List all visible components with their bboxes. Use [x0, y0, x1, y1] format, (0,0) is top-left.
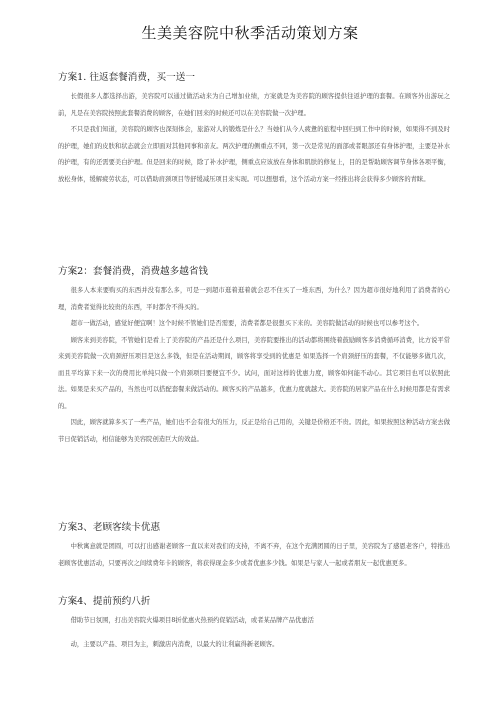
paragraph: 动，主要以产品、项目为主，刺激店内消费，以最大的让利赢得新老顾客。 [70, 640, 279, 648]
paragraph: 因此，顾客就算多买了一些产品，她们也不会有很大的压力，反正是给自己用的，关键是价格还不贵。因此，如果按照这种活动方案去做节日促销活动，相信能够为美容院创造巨大的效益。 [58, 419, 450, 443]
section-plan-2 [58, 265, 450, 448]
paragraph: 顾客来到美容院，不管她们是看上了美容院的产品还是什么项目，美容院要推出的活动都将围绕着鼓励顾客多消费循环消费，比方说平常来到美容院做一次肩颈舒压项目是这么多钱，但是在活动期间，顾客将享受到的优惠是 如果选择一个肩颈舒压的套餐，不仅能够多做几次，而且平均算下来一次的费用比单纯只做一个肩颈项目要便宜不少。试问，面对这样的优惠力度，顾客如何能不动心。其它项目也可以依照此法。如果是来买产品的，当然也可以搭配套餐来做活动的。顾客买的产品越多，优惠力度就越大。美容院的居家产品在什么时候用都是有需求的。 [58, 336, 450, 410]
document-title: 生美美容院中秋季活动策划方案 [141, 24, 359, 42]
paragraph: 借助节日氛围，打出美容院火爆项目8折优惠火热预约促销活动，或者某品牌产品优惠活 [70, 617, 314, 624]
section-plan-3 [58, 521, 450, 572]
section-plan-4 [58, 595, 450, 653]
paragraph: 不只是我们知道，美容院的顾客也深刻体会，旅游对人的锻炼是什么？当她们从今人疲惫的旅程中回归到工作中的时候，如果得不到及时的护理，她们的皮肤和状态就会立即面对其他同事和亲友。两次护理的侧重点不同，第一次是常见的面部或者眼部还有身体护理，主要是补水的护理，有的还需要美白护理。但是回来的时候，除了补水护理，侧重点应该放在身体和肌肤的修复上，目的是帮助顾客调节身体各项平衡，放松身体，缓解疲劳状态，可以借助肩颈项目等舒缓减压项目来实现。可以想想看，这个活动方案一经推出将会获得多少顾客的青睐。 [58, 126, 450, 183]
section-heading: 方案4、提前预约八折 [58, 596, 151, 607]
section-heading: 方案2：套餐消费，消费越多越省钱 [58, 266, 209, 277]
section-plan-1 [58, 71, 450, 188]
paragraph: 中秋寓意就是团圆，可以打出感谢老顾客一直以来对我们的支持，不离不弃，在这个充满团圆的日子里，美容院为了感恩老客户，特推出老顾客优惠活动，只要再次之间续费年卡的顾客，将获得现金多少或者优惠多少钱。如果是与家人一起或者朋友一起优惠更多。 [58, 543, 450, 567]
paragraph: 很多人本来要购买的东西并没有那么多，可是一到超市逛着逛着就会忍不住买了一堆东西，为什么？因为超市很好地利用了消费者的心理，消费者觉得比较贵的东西，平时都舍不得买的。 [58, 287, 450, 311]
paragraph: 超市一做活动，感觉好便宜啊！这个时候不管她们是否需要，消费者都是很想买下来的。美容院做活动的时候也可以参考这个。 [70, 320, 424, 327]
section-heading: 方案3、老顾客续卡优惠 [58, 522, 161, 533]
section-heading: 方案1. 往返套餐消费，买一送一 [58, 72, 195, 83]
paragraph: 长假很多人都选择出游，美容院可以通过做活动来为自己增加业绩，方案就是为美容院的顾客提供往返护理的套餐。在顾客外出游玩之前，凡是在美容院按照此套餐消费的顾客，在她们回来的时候还可以在美容院做一次护理。 [58, 93, 450, 117]
